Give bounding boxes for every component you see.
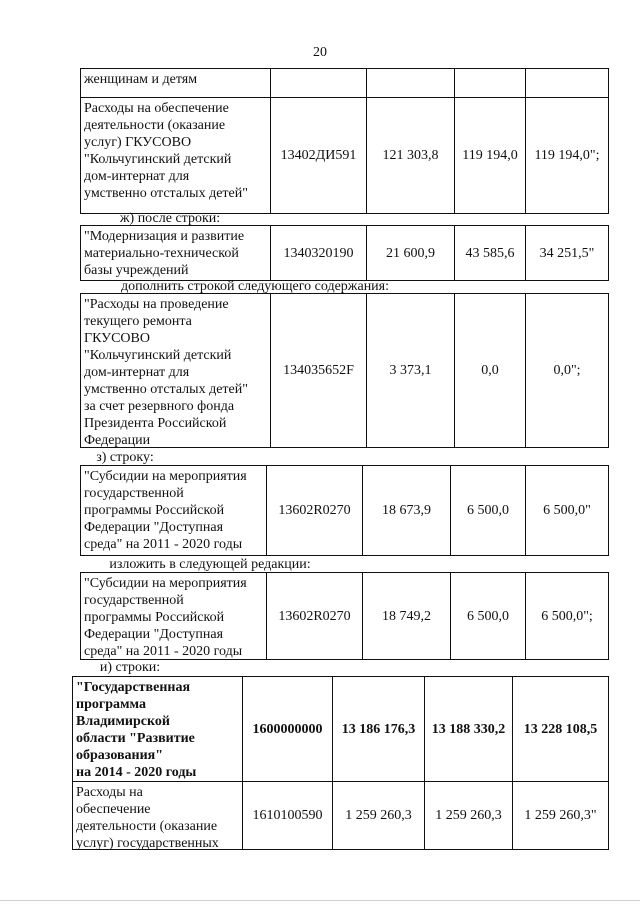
row-value-2019: 6 500,0";	[541, 608, 593, 624]
amendment-note: изложить в следующей редакции:	[109, 557, 311, 572]
row-value-2019: 119 194,0";	[534, 148, 600, 163]
row-value-2018: 13 188 330,2	[425, 677, 513, 781]
row-value-2017	[367, 69, 455, 97]
row-value-2017: 18 749,2	[363, 573, 451, 659]
budget-table-4	[80, 465, 609, 556]
table-row	[81, 98, 608, 213]
row-description: женщинам и детям	[81, 69, 271, 97]
table-row	[73, 782, 608, 849]
budget-table-3	[80, 293, 609, 448]
budget-table-6	[72, 676, 609, 850]
row-value-2019: 13 228 108,5	[523, 721, 598, 737]
row-value-2019: 0,0";	[553, 363, 581, 378]
row-value-2019: 6 500,0"	[543, 503, 591, 518]
amendment-note: з) строку:	[96, 450, 154, 465]
row-value-2017: 1 259 260,3	[333, 782, 425, 849]
budget-table-1	[80, 68, 609, 214]
row-code	[271, 69, 367, 97]
row-description: Расходы на обеспечение деятельности (оказание услуг) государственных	[73, 782, 243, 849]
row-value-2018: 6 500,0	[451, 466, 526, 555]
budget-table-5	[80, 572, 609, 660]
row-code: 13402ДИ591	[271, 98, 367, 213]
row-value-2017: 121 303,8	[367, 98, 455, 213]
row-description: Расходы на обеспечение деятельности (оказание услуг) ГКУСОВО "Кольчугинский детский дом-интернат для умственно отсталых детей"	[81, 98, 271, 213]
row-description: "Субсидии на мероприятия государственной программы Российской Федерации "Доступная среда" на 2011 - 2020 годы	[81, 573, 267, 659]
amendment-note: дополнить строкой следующего содержания:	[120, 279, 390, 294]
row-description: "Государственная программа Владимирской области "Развитие образования" на 2014 - 2020 годы	[73, 677, 243, 781]
row-value-2018: 1 259 260,3	[425, 782, 513, 849]
table-row	[81, 573, 608, 659]
table-row	[81, 466, 608, 555]
row-value-2017: 13 186 176,3	[333, 677, 425, 781]
budget-table-2	[80, 225, 609, 281]
amendment-note: ж) после строки:	[119, 211, 221, 226]
row-value-2019: 1 259 260,3"	[524, 808, 597, 823]
row-value-2017: 18 673,9	[363, 466, 451, 555]
scan-edge	[0, 900, 640, 901]
table-row	[73, 677, 608, 782]
row-value-2017: 21 600,9	[367, 226, 455, 280]
table-row	[81, 69, 608, 98]
row-code: 134035652F	[271, 294, 367, 447]
row-code: 1610100590	[243, 782, 333, 849]
table-row	[81, 226, 608, 280]
table-row	[81, 294, 608, 447]
row-code: 13602R0270	[267, 573, 363, 659]
row-value-2019	[526, 69, 608, 97]
row-value-2018: 0,0	[455, 294, 526, 447]
row-description: "Расходы на проведение текущего ремонта ГКУСОВО "Кольчугинский детский дом-интернат для умственно отсталых детей" за счет резервного фонда Президента Российской Федерации	[81, 294, 271, 447]
row-description: "Субсидии на мероприятия государственной программы Российской Федерации "Доступная среда" на 2011 - 2020 годы	[81, 466, 267, 555]
row-code: 1600000000	[243, 677, 333, 781]
row-value-2018: 119 194,0	[455, 98, 526, 213]
amendment-note: и) строки:	[99, 660, 161, 675]
row-code: 1340320190	[271, 226, 367, 280]
row-value-2019: 34 251,5"	[539, 245, 595, 261]
row-code: 13602R0270	[267, 466, 363, 555]
page-number: 20	[313, 45, 327, 60]
row-value-2018: 6 500,0	[451, 573, 526, 659]
row-value-2018: 43 585,6	[455, 226, 526, 280]
row-description: "Модернизация и развитие материально-технической базы учреждений	[81, 226, 271, 280]
row-value-2017: 3 373,1	[367, 294, 455, 447]
row-value-2018	[455, 69, 526, 97]
